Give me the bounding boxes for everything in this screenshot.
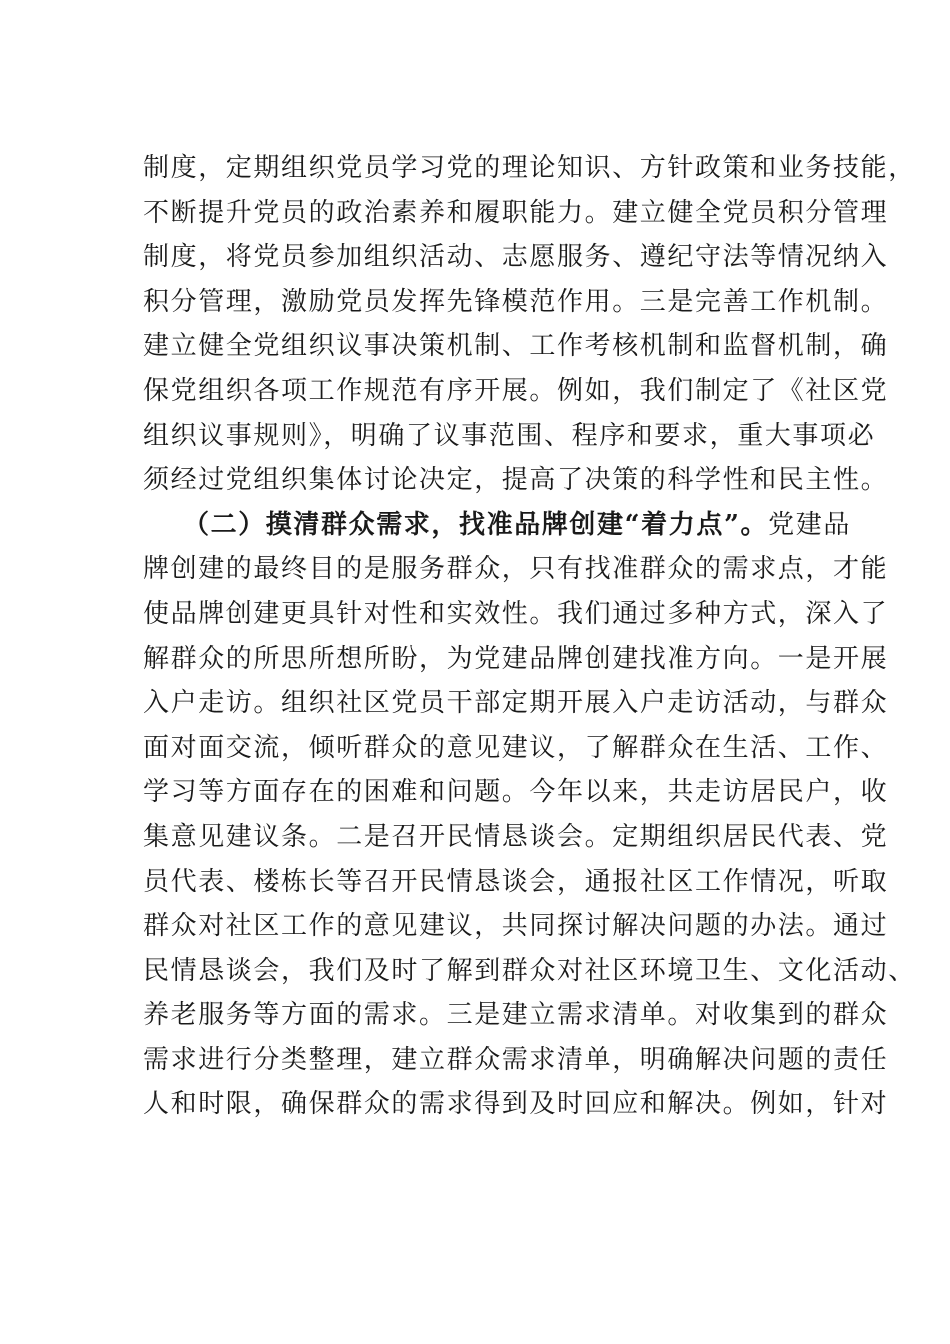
text-line: 员代表、楼栋长等召开民情恳谈会，通报社区工作情况，听取: [143, 866, 889, 897]
text-line: 集意见建议条。二是召开民情恳谈会。定期组织居民代表、党: [143, 821, 889, 852]
text-line: 使品牌创建更具针对性和实效性。我们通过多种方式，深入了: [143, 598, 889, 629]
paragraph-1: [143, 146, 916, 503]
text-line: 群众对社区工作的意见建议，共同探讨解决问题的办法。通过: [143, 911, 889, 942]
text-line: 人和时限，确保群众的需求得到及时回应和解决。例如，针对: [143, 1089, 889, 1120]
text-line: 需求进行分类整理，建立群众需求清单，明确解决问题的责任: [143, 1044, 889, 1075]
text-line: 不断提升党员的政治素养和履职能力。建立健全党员积分管理: [143, 197, 889, 228]
text-line: 积分管理，激励党员发挥先锋模范作用。三是完善工作机制。: [143, 286, 889, 317]
text-line: 入户走访。组织社区党员干部定期开展入户走访活动，与群众: [143, 688, 889, 719]
text-line: 建立健全党组织议事决策机制、工作考核机制和监督机制，确: [143, 331, 889, 362]
body-text: [143, 146, 916, 1127]
text-line: 牌创建的最终目的是服务群众，只有找准群众的需求点，才能: [143, 554, 889, 585]
text-line: 制度，将党员参加组织活动、志愿服务、遵纪守法等情况纳入: [143, 242, 889, 273]
section-heading: （二）摸清群众需求，找准品牌创建“着力点”。: [183, 509, 769, 540]
text-fragment: 党建品: [768, 509, 851, 540]
paragraph-first-line: [143, 503, 851, 548]
text-line: 面对面交流，倾听群众的意见建议，了解群众在生活、工作、: [143, 732, 889, 763]
text-line: 养老服务等方面的需求。三是建立需求清单。对收集到的群众: [143, 1000, 889, 1031]
text-line: 制度，定期组织党员学习党的理论知识、方针政策和业务技能，: [143, 153, 916, 183]
text-line: 保党组织各项工作规范有序开展。例如，我们制定了《社区党: [143, 375, 889, 406]
text-line: 解群众的所思所想所盼，为党建品牌创建找准方向。一是开展: [143, 643, 889, 674]
text-line: 民情恳谈会，我们及时了解到群众对社区环境卫生、文化活动、: [143, 955, 916, 986]
paragraph-2: [143, 503, 916, 1127]
text-line: 学习等方面存在的困难和问题。今年以来，共走访居民户，收: [143, 777, 889, 808]
text-line: 须经过党组织集体讨论决定，提高了决策的科学性和民主性。: [143, 465, 889, 496]
text-line: 组织议事规则》，明确了议事范围、程序和要求，重大事项必: [143, 420, 876, 451]
